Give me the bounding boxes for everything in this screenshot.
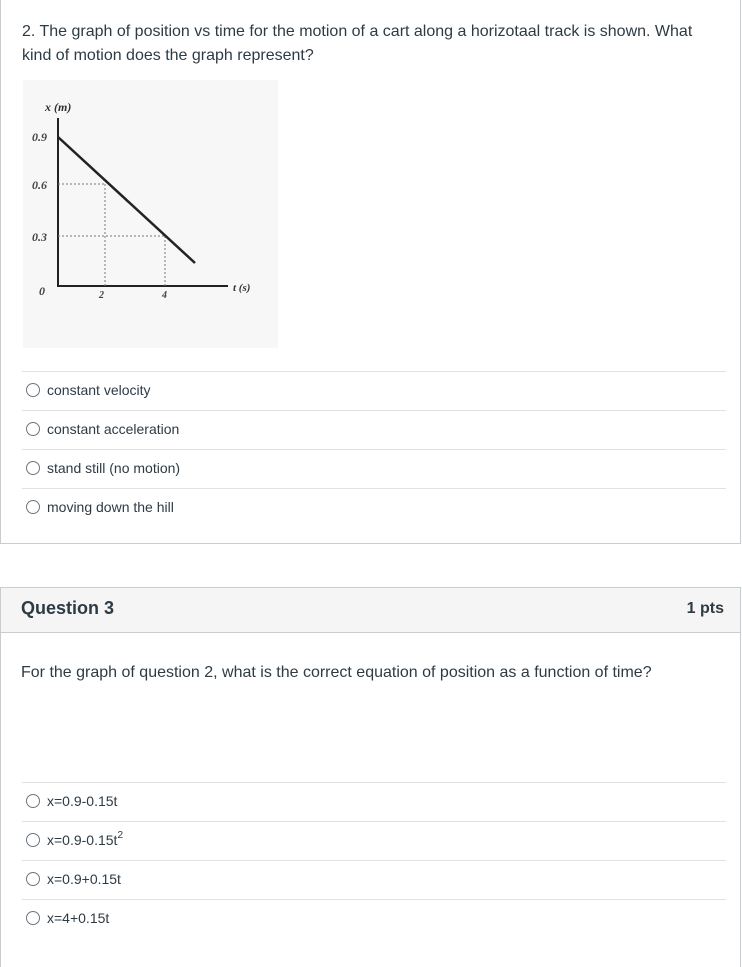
x-axis-label: t (s) [233,282,251,294]
question-3-text: For the graph of question 2, what is the correct equation of position as a function of time? [21,664,652,681]
answer-label: x=0.9+0.15t [47,871,121,887]
question-3-header [1,587,740,633]
answer-option[interactable] [22,860,726,899]
question-2-text: 2. The graph of position vs time for the motion of a cart along a horizotaal track is shown. What kind of motion does the graph represent? [22,23,693,64]
answer-label: moving down the hill [47,499,174,515]
graph-svg [23,80,278,348]
radio-button[interactable] [26,833,40,847]
radio-button[interactable] [26,500,40,514]
answer-label-base: x=0.9-0.15t [47,832,118,848]
answer-option[interactable] [22,821,726,860]
answer-option[interactable] [22,782,726,821]
answer-option[interactable] [22,899,726,938]
answer-label-exponent: 2 [117,830,123,842]
answer-label: constant acceleration [47,421,180,437]
question-3-answers [22,782,726,938]
answer-option[interactable] [22,371,726,410]
question-points: 1 pts [686,600,724,617]
answer-label [47,832,123,849]
y-tick: 0.3 [32,230,47,244]
radio-button[interactable] [26,422,40,436]
answer-option[interactable] [22,488,726,527]
position-time-graph [23,80,278,348]
question-title: Question 3 [21,598,115,618]
y-axis-label: x (m) [45,100,72,114]
position-line [58,137,195,263]
radio-button[interactable] [26,461,40,475]
answer-label: stand still (no motion) [47,460,181,476]
answer-label: x=0.9-0.15t [47,793,118,809]
y-tick: 0.6 [32,178,47,192]
x-tick: 4 [162,290,167,301]
answer-option[interactable] [22,449,726,488]
x-tick: 0 [39,284,45,298]
answer-label: x=4+0.15t [47,910,110,926]
radio-button[interactable] [26,911,40,925]
answer-option[interactable] [22,410,726,449]
radio-button[interactable] [26,794,40,808]
question-2-answers [22,371,726,527]
x-tick: 2 [99,290,104,301]
question-3-card [0,587,741,967]
radio-button[interactable] [26,383,40,397]
y-tick: 0.9 [32,130,47,144]
answer-label: constant velocity [47,382,151,398]
radio-button[interactable] [26,872,40,886]
